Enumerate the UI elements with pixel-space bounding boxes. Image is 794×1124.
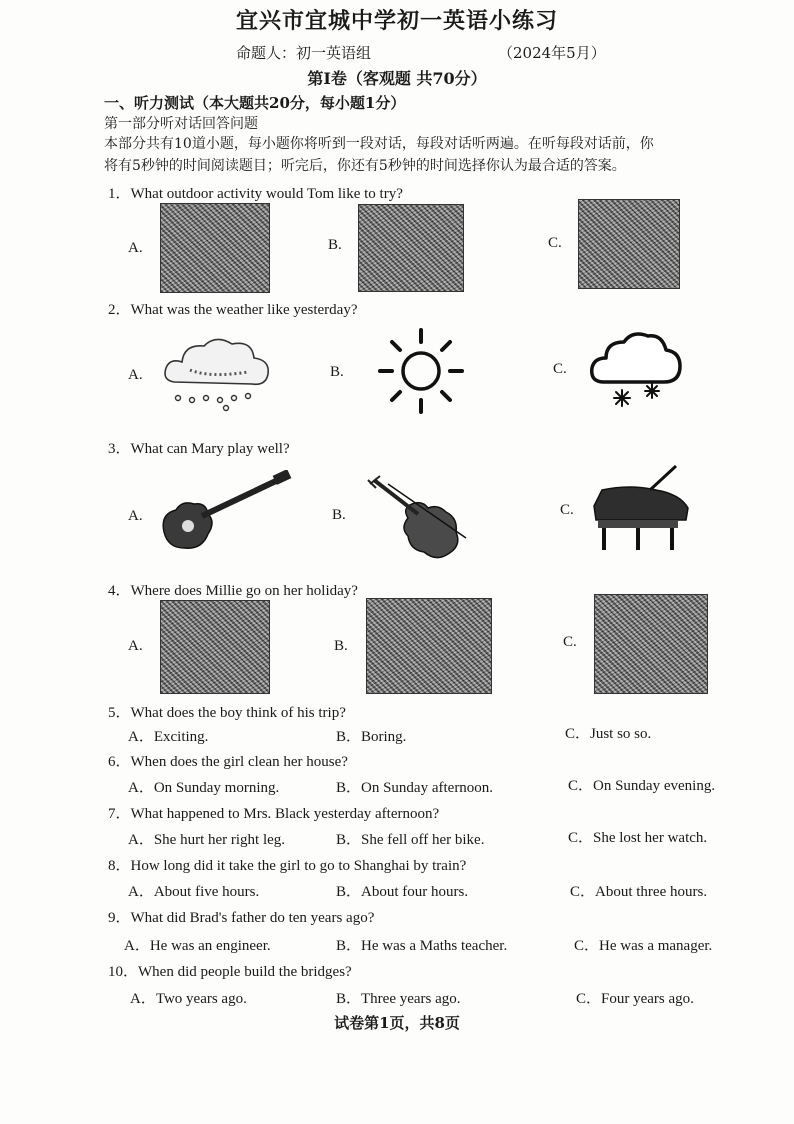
q6-option-c: C．On Sunday evening. (568, 778, 716, 794)
q4-label-a: A. (128, 638, 143, 654)
q9-option-a: A．He was an engineer. (124, 938, 271, 954)
exam-date: （2024年5月） (498, 44, 606, 62)
exam-author: 命题人：初一英语组 (236, 44, 372, 62)
q8-option-b: B．About four hours. (336, 884, 469, 900)
q7-option-a: A．She hurt her right leg. (128, 832, 286, 848)
question-4: 4．Where does Millie go on her holiday? (108, 583, 358, 599)
q10-option-b: B．Three years ago. (336, 991, 461, 1007)
q6-option-a: A．On Sunday morning. (128, 780, 280, 796)
question-6: 6．When does the girl clean her house? (108, 754, 348, 770)
question-5: 5．What does the boy think of his trip? (108, 705, 346, 721)
q1-label-c: C. (548, 235, 562, 251)
instruction-line-2: 将有5秒钟的时间阅读题目；听完后，你还有5秒钟的时间选择你认为最合适的答案。 (104, 158, 626, 174)
q5-option-a: A．Exciting. (128, 729, 209, 745)
q2-label-a: A. (128, 367, 143, 383)
q1-label-b: B. (328, 237, 342, 253)
q5-option-b: B．Boring. (336, 729, 407, 745)
q1-horse-riding-photo (160, 203, 270, 293)
question-3: 3．What can Mary play well? (108, 441, 290, 457)
q8-option-a: A．About five hours. (128, 884, 260, 900)
q9-option-c: C．He was a manager. (574, 938, 713, 954)
volume-heading: 第Ⅰ卷（客观题 共70分） (307, 69, 487, 88)
question-7: 7．What happened to Mrs. Black yesterday afternoon? (108, 806, 440, 822)
section-heading: 一、听力测试（本大题共20分，每小题1分） (104, 94, 406, 112)
q3-label-a: A. (128, 508, 143, 524)
sun-icon (376, 326, 466, 416)
violin-icon (366, 474, 476, 564)
q1-label-a: A. (128, 240, 143, 256)
q4-landmark-photo-c (594, 594, 708, 694)
q9-option-b: B．He was a Maths teacher. (336, 938, 508, 954)
question-1: 1．What outdoor activity would Tom like to try? (108, 186, 403, 202)
q6-option-b: B．On Sunday afternoon. (336, 780, 494, 796)
piano-icon (590, 464, 694, 552)
question-2: 2．What was the weather like yesterday? (108, 302, 358, 318)
q10-option-c: C．Four years ago. (576, 991, 694, 1007)
question-8: 8．How long did it take the girl to go to Shanghai by train? (108, 858, 467, 874)
part-heading: 第一部分听对话回答问题 (104, 116, 258, 132)
q3-label-c: C. (560, 502, 574, 518)
q3-label-b: B. (332, 507, 346, 523)
instruction-line-1: 本部分共有10道小题，每小题你将听到一段对话，每段对话听两遍。在听每段对话前，你 (104, 136, 654, 152)
question-10: 10．When did people build the bridges? (108, 964, 352, 980)
q8-option-c: C．About three hours. (570, 884, 708, 900)
q4-opera-house-photo (366, 598, 492, 694)
q4-label-b: B. (334, 638, 348, 654)
q5-option-c: C．Just so so. (565, 726, 652, 742)
q2-label-c: C. (553, 361, 567, 377)
q2-label-b: B. (330, 364, 344, 380)
snow-cloud-icon (586, 326, 686, 412)
q4-landmark-photo-a (160, 600, 270, 694)
q7-option-b: B．She fell off her bike. (336, 832, 485, 848)
rain-cloud-icon (160, 330, 276, 412)
guitar-icon (156, 470, 296, 556)
q1-camping-tent-photo (358, 204, 464, 292)
question-9: 9．What did Brad's father do ten years ago? (108, 910, 375, 926)
q10-option-a: A．Two years ago. (130, 991, 247, 1007)
q7-option-c: C．She lost her watch. (568, 830, 708, 846)
exam-title: 宜兴市宜城中学初一英语小练习 (235, 8, 558, 34)
q4-label-c: C. (563, 634, 577, 650)
q1-mountain-climbing-photo (578, 199, 680, 289)
page-footer: 试卷第1页，共8页 (334, 1014, 460, 1032)
